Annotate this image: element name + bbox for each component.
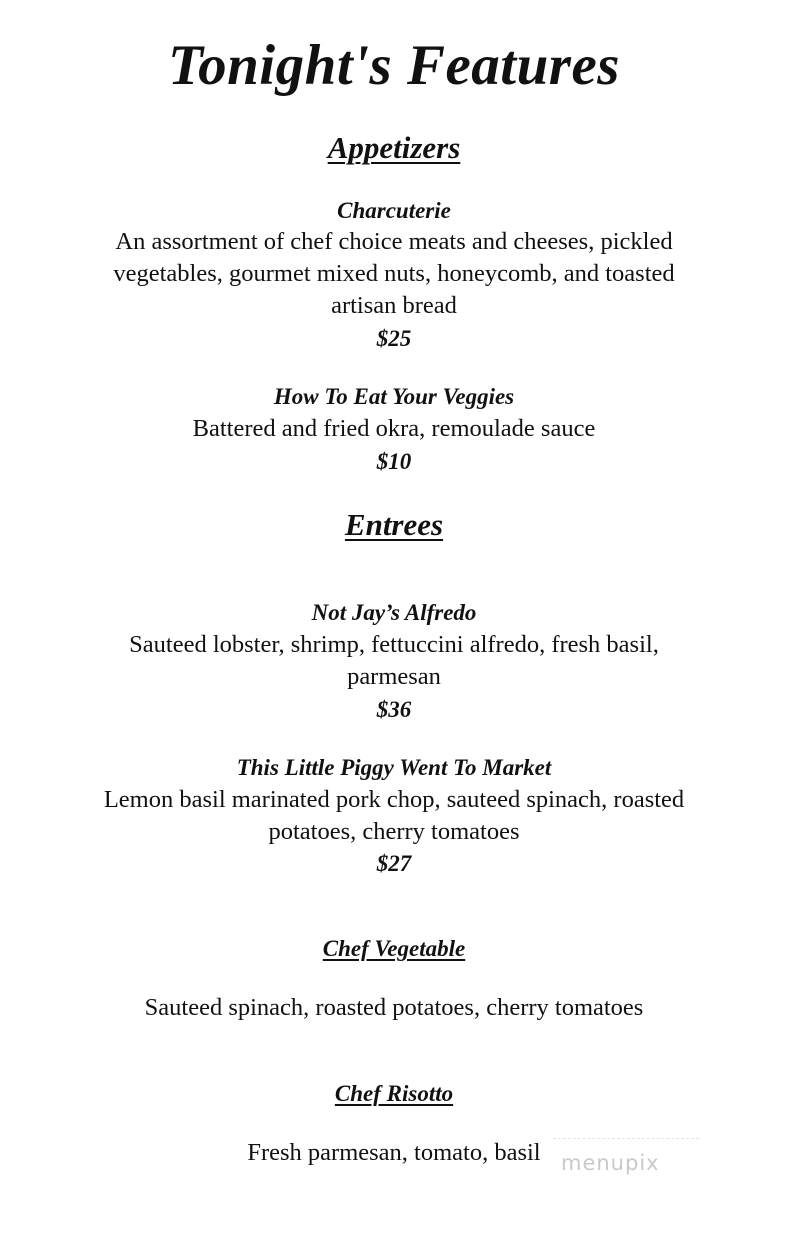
item-description-line: vegetables, gourmet mixed nuts, honeycomb, and toasted <box>113 260 675 287</box>
item-name: How To Eat Your Veggies <box>273 384 515 409</box>
item-description-line: potatoes, cherry tomatoes <box>268 818 520 845</box>
item-price: $10 <box>376 449 412 474</box>
item-name: This Little Piggy Went To Market <box>236 755 552 780</box>
item-description-line: Battered and fried okra, remoulade sauce <box>192 415 596 442</box>
item-price: $25 <box>376 326 412 351</box>
item-price: $27 <box>376 851 412 876</box>
item-description-line: Sauteed spinach, roasted potatoes, cherry tomatoes <box>144 994 644 1021</box>
page-title: Tonight's Features <box>168 34 620 97</box>
item-name: Not Jay’s Alfredo <box>311 600 477 625</box>
entrees-heading: Entrees <box>344 507 444 542</box>
item-name: Chef Risotto <box>334 1081 454 1106</box>
item-description-line: Fresh parmesan, tomato, basil <box>247 1139 541 1166</box>
item-name: Charcuterie <box>337 198 451 223</box>
watermark-logo: menupix <box>561 1151 660 1175</box>
appetizers-heading: Appetizers <box>327 130 461 165</box>
watermark <box>553 1138 699 1191</box>
item-description-line: Sauteed lobster, shrimp, fettuccini alfredo, fresh basil, <box>129 631 659 658</box>
item-price: $36 <box>376 697 412 722</box>
item-description-line: An assortment of chef choice meats and cheeses, pickled <box>115 228 673 255</box>
item-description-line: Lemon basil marinated pork chop, sauteed spinach, roasted <box>103 786 685 813</box>
item-name: Chef Vegetable <box>322 936 466 961</box>
item-description-line: parmesan <box>347 663 441 690</box>
item-description-line: artisan bread <box>331 292 457 319</box>
